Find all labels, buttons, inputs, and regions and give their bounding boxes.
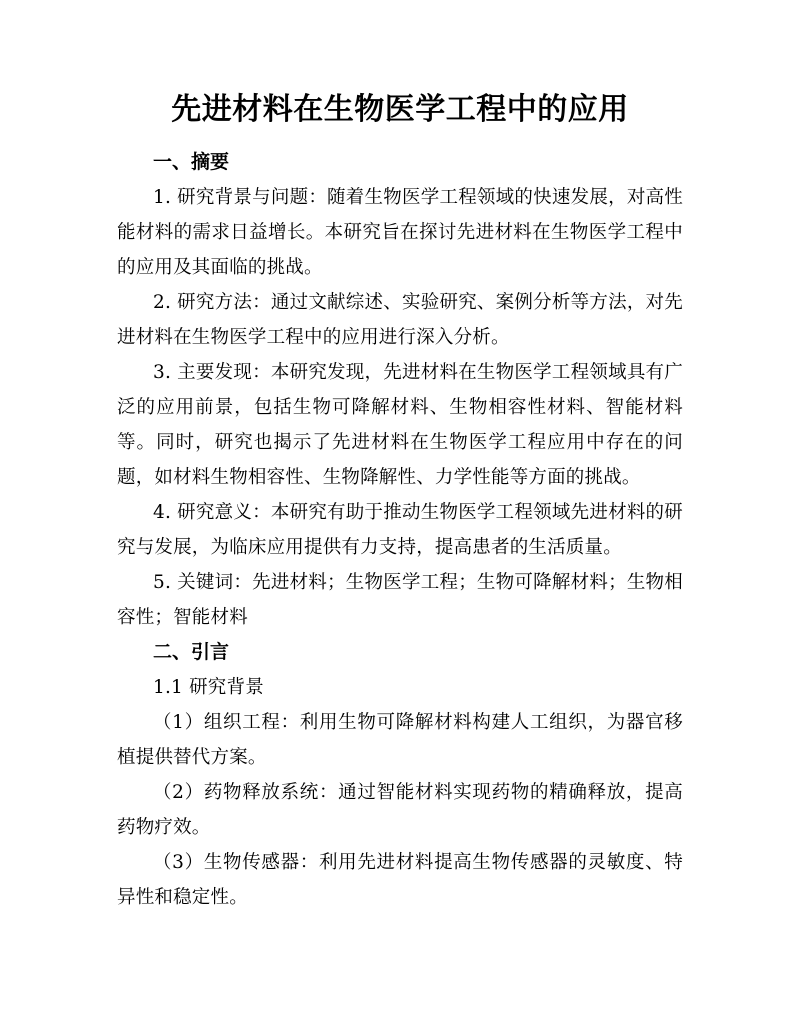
abstract-paragraph-significance: 4. 研究意义：本研究有助于推动生物医学工程领域先进材料的研究与发展，为临床应用提供有力支持，提高患者的生活质量。 xyxy=(117,502,683,558)
section-heading-introduction: 二、引言 xyxy=(153,641,230,663)
abstract-paragraph-keywords: 5. 关键词：先进材料；生物医学工程；生物可降解材料；生物相容性；智能材料 xyxy=(117,572,683,628)
abstract-paragraph-method: 2. 研究方法：通过文献综述、实验研究、案例分析等方法，对先进材料在生物医学工程中的应用进行深入分析。 xyxy=(117,292,683,348)
document-title: 先进材料在生物医学工程中的应用 xyxy=(171,92,629,127)
document-body xyxy=(117,145,683,915)
intro-item-drug-release: （2）药物释放系统：通过智能材料实现药物的精确释放，提高药物疗效。 xyxy=(117,782,683,838)
intro-item-biosensor: （3）生物传感器：利用先进材料提高生物传感器的灵敏度、特异性和稳定性。 xyxy=(117,852,683,908)
abstract-paragraph-findings: 3. 主要发现：本研究发现，先进材料在生物医学工程领域具有广泛的应用前景，包括生物可降解材料、生物相容性材料、智能材料等。同时，研究也揭示了先进材料在生物医学工程应用中存在的问题，如材料生物相容性、生物降解性、力学性能等方面的挑战。 xyxy=(117,362,683,488)
abstract-paragraph-background: 1. 研究背景与问题：随着生物医学工程领域的快速发展，对高性能材料的需求日益增长。本研究旨在探讨先进材料在生物医学工程中的应用及其面临的挑战。 xyxy=(117,187,683,278)
section-heading-abstract: 一、摘要 xyxy=(153,151,230,173)
intro-item-tissue-engineering: （1）组织工程：利用生物可降解材料构建人工组织，为器官移植提供替代方案。 xyxy=(117,712,683,768)
subsection-heading-background: 1.1 研究背景 xyxy=(153,677,264,698)
